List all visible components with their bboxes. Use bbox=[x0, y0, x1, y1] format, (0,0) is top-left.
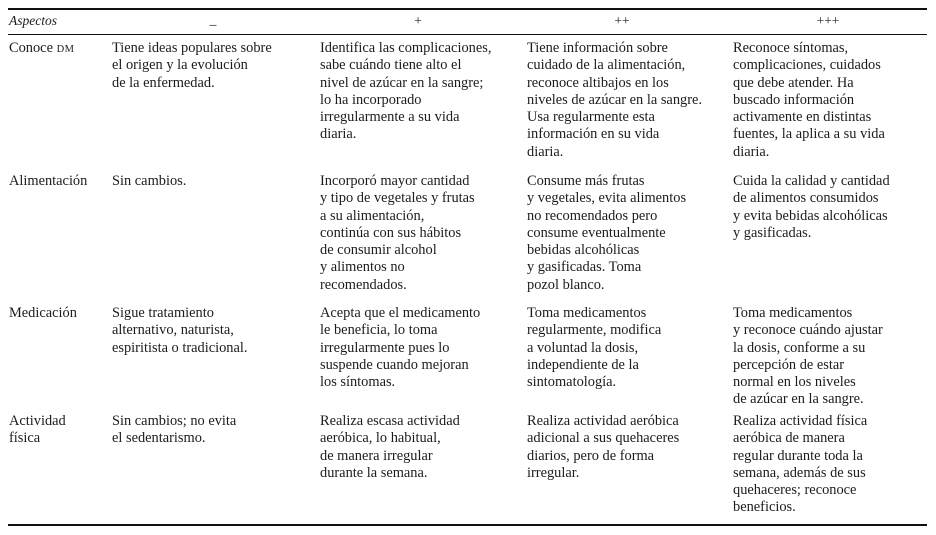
table-cell: Realiza actividad aeróbica adicional a sus quehaceres diarios, pero de forma irregular. bbox=[527, 413, 680, 481]
table-cell: Tiene información sobre cuidado de la alimentación, reconoce altibajos en los niveles de azúcar en la sangre. Usa regularmente esta información en su vida diaria. bbox=[527, 40, 702, 160]
table-cell: Acepta que el medicamento le beneficia, lo toma irregularmente pues lo suspende cuando mejoran los síntomas. bbox=[320, 305, 481, 391]
table-cell: Realiza escasa actividad aeróbica, lo habitual, de manera irregular durante la semana. bbox=[320, 413, 460, 481]
table-cell: Cuida la calidad y cantidad de alimentos consumidos y evita bebidas alcohólicas y gasificadas. bbox=[733, 173, 890, 241]
row-aspect-actividad-fisica: Actividad física bbox=[9, 413, 66, 447]
header-plus-plus-plus: +++ bbox=[816, 13, 840, 28]
table-cell: Sin cambios; no evita el sedentarismo. bbox=[112, 413, 237, 447]
table-cell: Consume más frutas y vegetales, evita alimentos no recomendados pero consume eventualmente bebidas alcohólicas y gasificadas. Toma pozol blanco. bbox=[527, 173, 687, 293]
header-aspectos: Aspectos bbox=[9, 13, 57, 28]
header-plus: + bbox=[414, 13, 422, 28]
table-cell: Sin cambios. bbox=[112, 173, 187, 189]
table-cell: Toma medicamentos y reconoce cuándo ajustar la dosis, conforme a su percepción de estar normal en los niveles de azúcar en la sangre. bbox=[733, 305, 883, 408]
header-plus-plus: ++ bbox=[614, 13, 630, 28]
table-cell: Sigue tratamiento alternativo, naturista, espiritista o tradicional. bbox=[112, 305, 248, 356]
table-cell: Realiza actividad física aeróbica de manera regular durante toda la semana, además de sus quehaceres; reconoce beneficios. bbox=[733, 413, 868, 516]
row-aspect-alimentacion: Alimentación bbox=[9, 173, 88, 189]
table-cell: Toma medicamentos regularmente, modifica a voluntad la dosis, independiente de la sintomatología. bbox=[527, 305, 662, 391]
row-aspect-conoce bbox=[9, 40, 75, 58]
table-cell: Identifica las complicaciones, sabe cuándo tiene alto el nivel de azúcar en la sangre; lo ha incorporado irregularmente a su vida diaria. bbox=[320, 40, 492, 143]
aspect-suffix-dm: DM bbox=[56, 44, 75, 55]
table-top-rule bbox=[8, 8, 927, 10]
aspect-label: Conoce bbox=[9, 40, 53, 56]
table-cell: Incorporó mayor cantidad y tipo de vegetales y frutas a su alimentación, continúa con sus hábitos de consumir alcohol y alimentos no recomendados. bbox=[320, 173, 475, 293]
table-bottom-rule bbox=[8, 524, 927, 526]
table-header-rule bbox=[8, 34, 927, 35]
header-minus: _ bbox=[209, 12, 217, 27]
table-cell: Reconoce síntomas, complicaciones, cuidados que debe atender. Ha buscado información activamente en distintas fuentes, la aplica a su vida diaria. bbox=[733, 40, 885, 160]
row-aspect-medicacion: Medicación bbox=[9, 305, 77, 321]
table-cell: Tiene ideas populares sobre el origen y la evolución de la enfermedad. bbox=[112, 40, 272, 91]
